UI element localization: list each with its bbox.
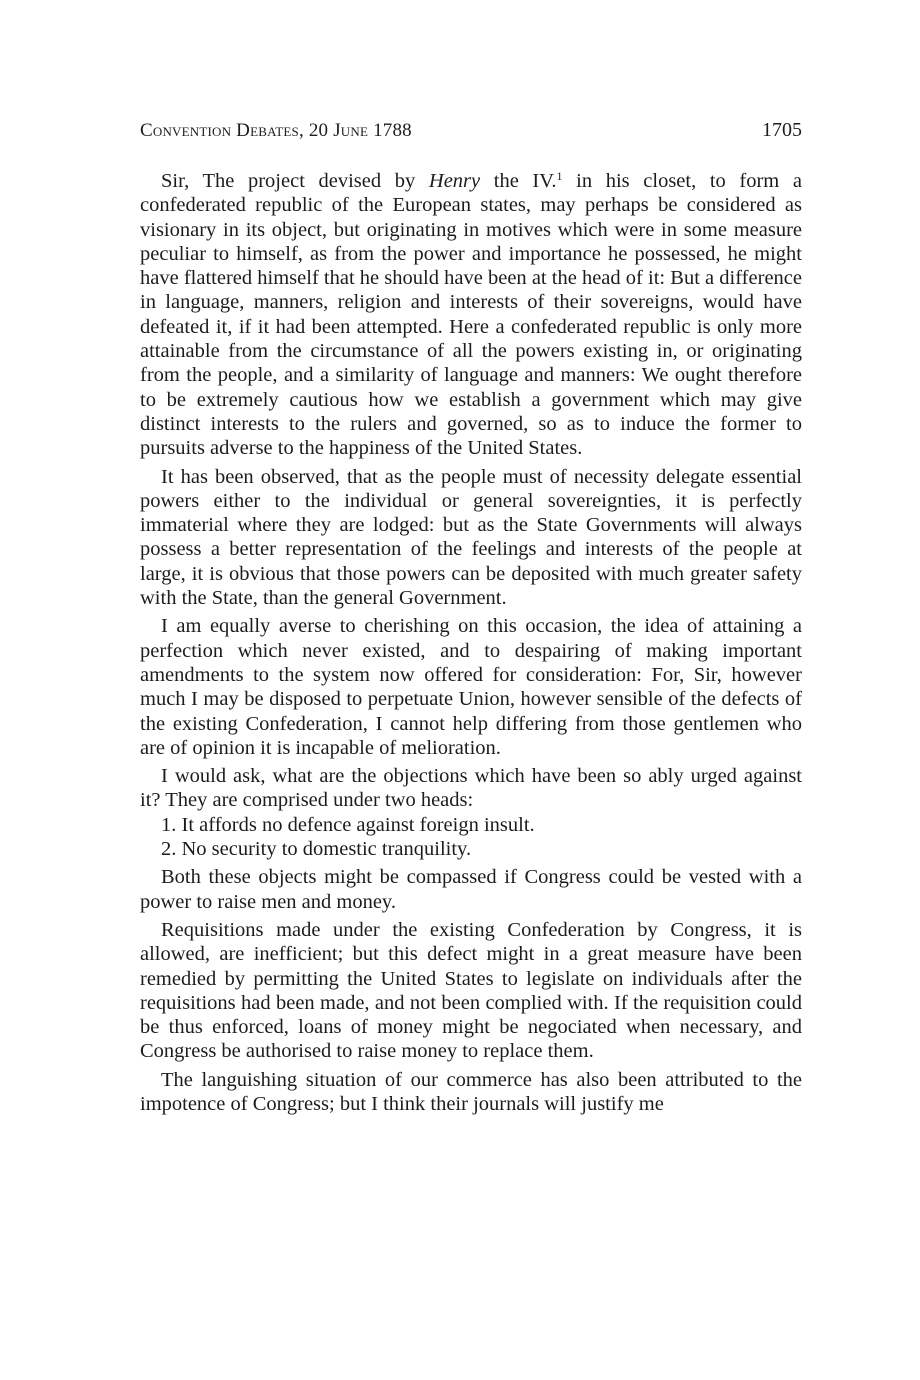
paragraph-7: The languishing situation of our commerce has also been attributed to the impotence of Congress; but I think their journals will justify me — [140, 1068, 802, 1115]
list-item-1: 1. It affords no defence against foreign insult. — [161, 813, 535, 836]
paragraph-2: It has been observed, that as the people must of necessity delegate essential powers either to the individual or general sovereignties, it is perfectly immaterial where they are lodged: but as the State Governments will always possess a better representation of the feelings and interests of the people at large, it is obvious that those powers can be deposited with much greater safety with the State, than the general Government. — [140, 465, 802, 610]
paragraph-5: Both these objects might be compassed if Congress could be vested with a power to raise men and money. — [140, 866, 802, 913]
running-head — [140, 118, 802, 143]
body-text — [140, 169, 802, 1116]
page-number: 1705 — [762, 119, 802, 141]
paragraph-3: I am equally averse to cherishing on this occasion, the idea of attaining a perfection which never existed, and to despairing of making important amendments to the system now offered for consideration: For, Sir, however much I may be disposed to perpetuate Union, however sensible of the defects of the existing Confederation, I cannot help differing from those gentlemen who are of opinion it is incapable of melioration. — [140, 615, 802, 759]
paragraph-1-middle: the IV. — [480, 170, 557, 192]
running-title: Convention Debates, 20 June 1788 — [140, 120, 412, 141]
document-page — [140, 118, 802, 1116]
paragraph-1 — [140, 169, 802, 461]
paragraph-1-end: in his closet, to form a confederated republic of the European states, may perhaps be considered as visionary in its object, but originating in motives which were in some measure peculiar to himself, as from the power and importance he possessed, he might have flattered himself that he should have been at the head of it: But a difference in language, manners, religion and interests of their sovereigns, would have defeated it, if it had been attempted. Here a confederated republic is only more attainable from the circumstance of all the powers existing in, or originating from the people, and a similarity of language and manners: We ought therefore to be extremely cautious how we establish a government which may give distinct interests to the rulers and governed, so as to induce the former to pursuits adverse to the happiness of the United States. — [140, 170, 802, 460]
paragraph-4: I would ask, what are the objections which have been so ably urged against it? They are comprised under two heads: — [140, 765, 802, 812]
footnote-ref[interactable]: 1 — [556, 169, 563, 183]
list-item-2: 2. No security to domestic tranquility. — [161, 838, 472, 861]
paragraph-6: Requisitions made under the existing Confederation by Congress, it is allowed, are inefficient; but this defect might in a great measure have been remedied by permitting the United States to legislate on individuals after the requisitions had been made, and not been complied with. If the requisition could be thus enforced, loans of money might be negociated when necessary, and Congress be authorised to raise money to replace them. — [140, 918, 802, 1063]
paragraph-1-start: Sir, The project devised by — [161, 170, 429, 192]
henry-italic: Henry — [428, 170, 481, 192]
